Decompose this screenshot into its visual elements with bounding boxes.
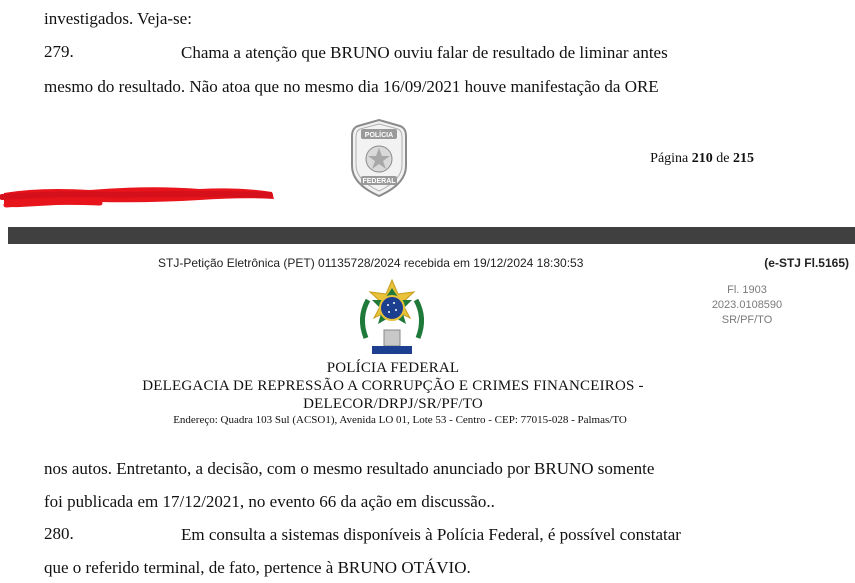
org-name: POLÍCIA FEDERAL [326,360,460,376]
paragraph-number: 279. [44,42,74,61]
body-text-line: nos autos. Entretanto, a decisão, com o mesmo resultado anunciado por BRUNO somente [44,459,655,478]
logo-text-bottom: FEDERAL [362,178,396,185]
policia-federal-badge-logo [348,118,410,198]
address: Endereço: Quadra 103 Sul (ACSO1), Avenida LO 01, Lote 53 - Centro - CEP: 77015-028 - Palmas/TO [173,414,627,426]
page-sep: de [716,151,730,166]
paragraph-text: que o referido terminal, de fato, pertence à BRUNO OTÁVIO. [44,558,471,577]
stamp-line: 2023.0108590 [711,299,783,311]
brazil-coat-of-arms-logo [354,278,430,358]
logo-text-top: POLÍCIA [364,132,394,139]
redaction-mark [0,181,278,213]
stamp-line: Fl. 1903 [727,284,767,296]
page-label: Página [650,151,689,166]
department-line: DELEGACIA DE REPRESSÃO A CORRUPÇÃO E CRIMES FINANCEIROS - [142,378,644,394]
body-text-line: investigados. Veja-se: [44,9,192,28]
stj-folio: (e-STJ Fl.5165) [764,256,849,270]
page-divider [8,227,855,244]
page-total: 215 [733,151,754,166]
page-number [650,151,754,167]
paragraph-number: 280. [44,524,74,543]
paragraph-text: mesmo do resultado. Não atoa que no mesmo dia 16/09/2021 houve manifestação da ORE [44,77,659,96]
paragraph-text: Em consulta a sistemas disponíveis à Polícia Federal, é possível constatar [181,525,681,544]
stamp-line: SR/PF/TO [721,314,773,326]
page-current: 210 [691,151,713,166]
body-text-line: foi publicada em 17/12/2021, no evento 66 da ação em discussão.. [44,492,495,511]
department-line: DELECOR/DRPJ/SR/PF/TO [303,396,483,412]
folio-stamp [697,283,797,328]
paragraph-text: Chama a atenção que BRUNO ouviu falar de resultado de liminar antes [181,43,668,62]
stj-header: STJ-Petição Eletrônica (PET) 01135728/2024 recebida em 19/12/2024 18:30:53 [158,256,584,270]
